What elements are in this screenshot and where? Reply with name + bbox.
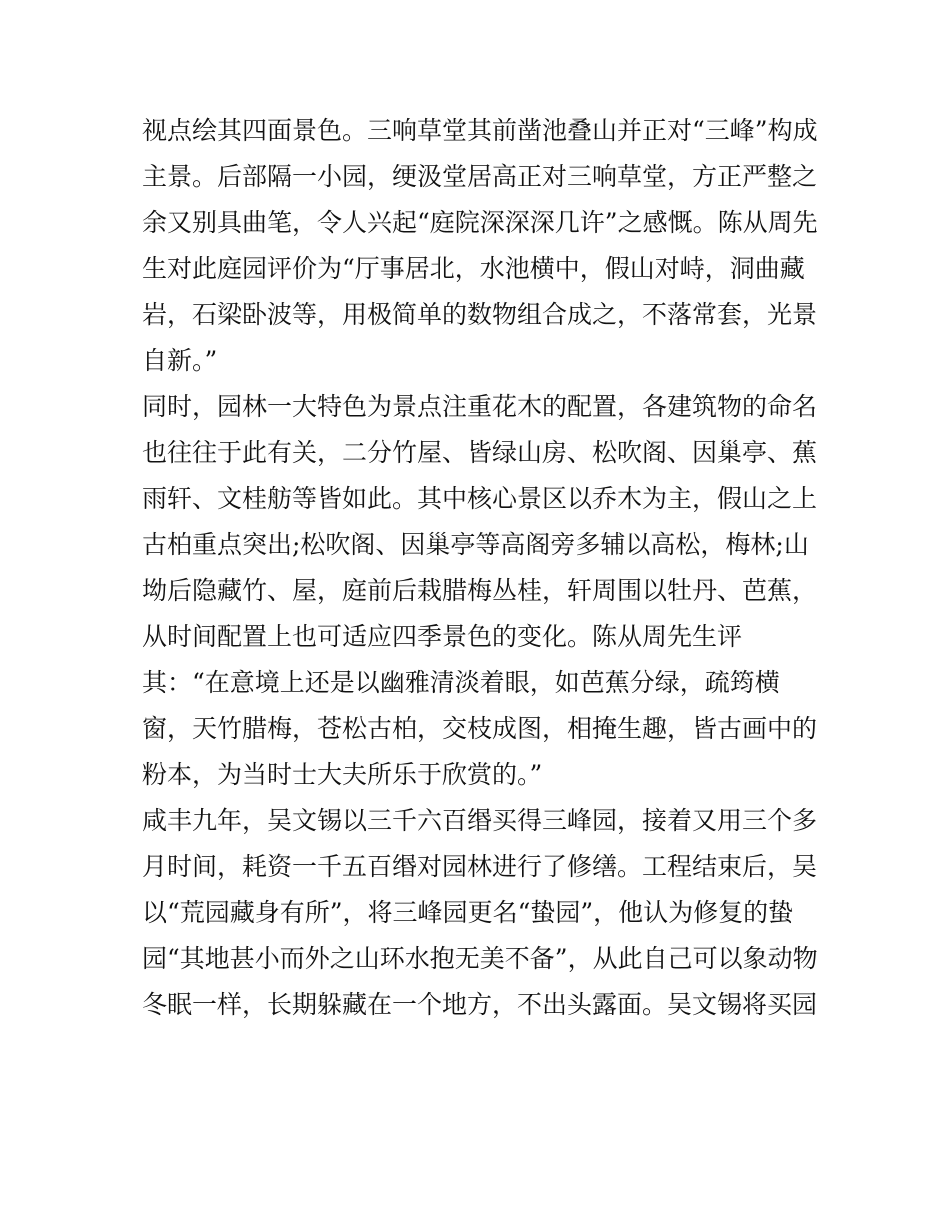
text-line: 咸丰九年，吴文锡以三千六百缗买得三峰园，接着又用三个多: [142, 806, 818, 835]
text-line: 园“其地甚小而外之山环水抱无美不备”，从此自己可以象动物: [142, 944, 818, 973]
text-line: 以“荒园藏身有所”，将三峰园更名“蛰园”，他认为修复的蛰: [142, 898, 794, 927]
text-line: 岩，石梁卧波等，用极简单的数物组合成之，不落常套，光景: [142, 300, 818, 329]
text-line: 古柏重点突出;松吹阁、因巢亭等高阁旁多辅以高松，梅林;山: [142, 530, 809, 559]
text-line: 余又别具曲笔，令人兴起“庭院深深深几许”之感慨。陈从周先: [142, 208, 818, 237]
text-line: 其：“在意境上还是以幽雅清淡着眼，如芭蕉分绿，疏筠横: [142, 668, 780, 697]
text-line: 生对此庭园评价为“厅事居北，水池横中，假山对峙，洞曲藏: [142, 254, 805, 283]
body-text: [142, 108, 822, 1028]
text-line: 视点绘其四面景色。三响草堂其前凿池叠山并正对“三峰”构成: [142, 116, 818, 145]
text-line: 同时，园林一大特色为景点注重花木的配置，各建筑物的命名: [142, 392, 818, 421]
text-line: 窗，天竹腊梅，苍松古柏，交枝成图，相掩生趣，皆古画中的: [142, 714, 818, 743]
text-line: 从时间配置上也可适应四季景色的变化。陈从周先生评: [142, 622, 743, 651]
text-line: 主景。后部隔一小园，绠汲堂居高正对三响草堂，方正严整之: [142, 162, 818, 191]
text-line: 坳后隐藏竹、屋，庭前后栽腊梅丛桂，轩周围以牡丹、芭蕉，: [142, 576, 818, 605]
text-line: 冬眠一样，长期躲藏在一个地方，不出头露面。吴文锡将买园: [142, 990, 818, 1019]
text-line: 雨轩、文桂舫等皆如此。其中核心景区以乔木为主，假山之上: [142, 484, 818, 513]
text-line: 也往往于此有关，二分竹屋、皆绿山房、松吹阁、因巢亭、蕉: [142, 438, 818, 467]
text-line: 粉本，为当时士大夫所乐于欣赏的。”: [142, 760, 543, 789]
text-line: 自新。”: [142, 346, 218, 375]
text-line: 月时间，耗资一千五百缗对园林进行了修缮。工程结束后，吴: [142, 852, 818, 881]
